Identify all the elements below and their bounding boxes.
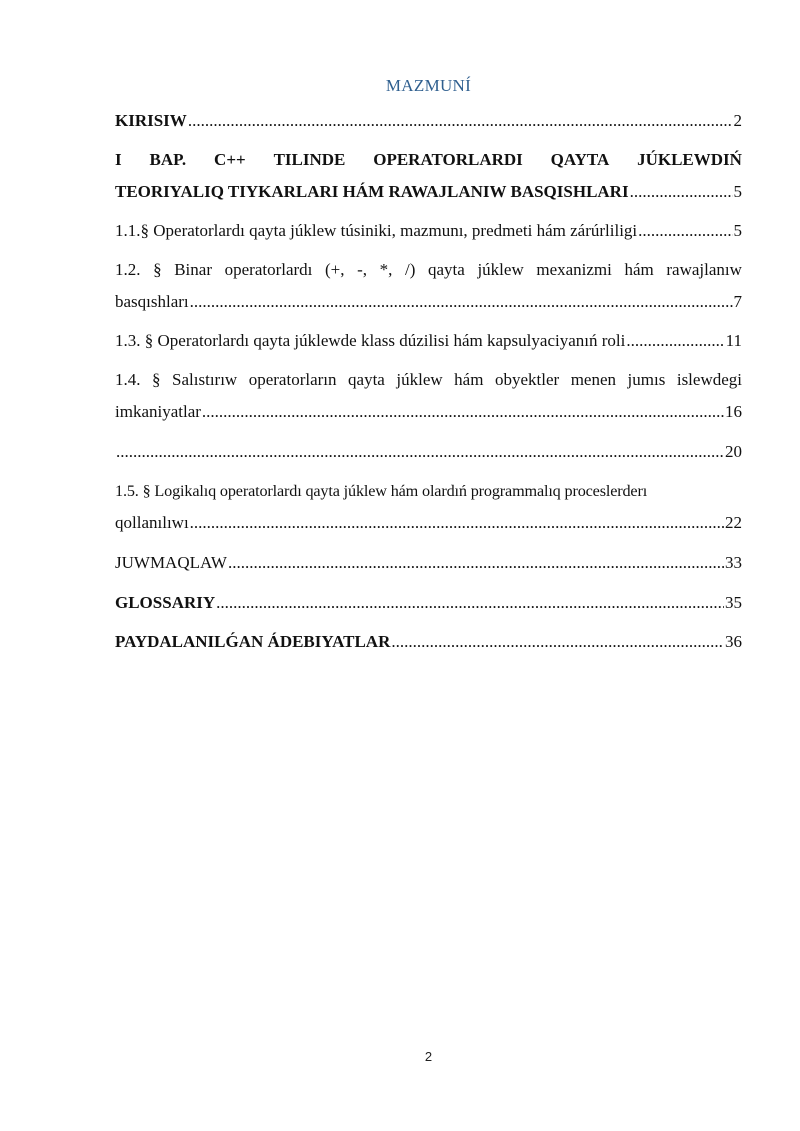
toc-entry-title-line-1 bbox=[115, 259, 742, 281]
toc-entry-title-line-2: imkaniyatlar bbox=[115, 402, 201, 421]
word: TILINDE bbox=[273, 150, 346, 169]
toc-entry-section-1-2[interactable] bbox=[115, 259, 742, 313]
word: rawajlanıw bbox=[666, 260, 742, 279]
toc-entry-title: GLOSSARIY bbox=[115, 593, 216, 612]
toc-page-number: 5 bbox=[733, 182, 742, 201]
word: JÚKLEWDIŃ bbox=[637, 150, 742, 169]
toc-entry-title-line-2: TEORIYALIQ TIYKARLARI HÁM RAWAJLANIW BASQISHLARI bbox=[115, 182, 629, 201]
dot-leader bbox=[190, 291, 733, 313]
word: mexanizmi bbox=[536, 260, 612, 279]
word: BAP. bbox=[149, 150, 187, 169]
toc-entry-title: 1.3. § Operatorlardı qayta júklewde klass dúzilisi hám kapsulyaciyanıń roli bbox=[115, 331, 626, 350]
word: OPERATORLARDI bbox=[373, 150, 523, 169]
word: /) bbox=[405, 260, 416, 279]
toc-entry-section-1-3[interactable] bbox=[115, 330, 742, 352]
page-number: 2 bbox=[424, 1049, 433, 1064]
word: qayta bbox=[428, 260, 465, 279]
word: § bbox=[153, 260, 162, 279]
toc-entry-title-line-1: 1.5. § Logikalıq operatorlardı qayta júklew hám olardıń programmalıq proceslerderı bbox=[115, 482, 648, 500]
toc-entry-intro[interactable] bbox=[115, 110, 742, 132]
dot-leader bbox=[188, 110, 733, 132]
word: qayta bbox=[348, 370, 385, 389]
word: islewdegi bbox=[676, 370, 742, 389]
word: operatorların bbox=[248, 370, 337, 389]
toc-entry-title-line-2: basqıshları bbox=[115, 292, 189, 311]
word: Binar bbox=[174, 260, 212, 279]
word: *, bbox=[379, 260, 393, 279]
toc-page-number: 7 bbox=[733, 292, 742, 311]
word: obyektler bbox=[494, 370, 560, 389]
word: jumıs bbox=[627, 370, 666, 389]
dot-leader bbox=[638, 220, 732, 242]
word: hám bbox=[454, 370, 484, 389]
word: 1.4. bbox=[115, 370, 141, 389]
word: júklew bbox=[477, 260, 524, 279]
toc-entry-title: JUWMAQLAW bbox=[115, 553, 227, 572]
toc-page-number: 20 bbox=[725, 442, 742, 461]
toc-entry-glossary[interactable] bbox=[115, 592, 742, 614]
dot-leader bbox=[216, 592, 724, 614]
toc-entry-section-1-1[interactable] bbox=[115, 220, 742, 242]
toc-entry-chapter-1[interactable] bbox=[115, 149, 742, 203]
toc-entry-references[interactable] bbox=[115, 631, 742, 653]
toc-page-number: 2 bbox=[733, 111, 742, 130]
toc-entry-section-1-4[interactable] bbox=[115, 369, 742, 423]
dot-leader bbox=[116, 441, 724, 463]
dot-leader bbox=[630, 181, 733, 203]
dot-leader bbox=[391, 631, 724, 653]
word: (+, bbox=[325, 260, 345, 279]
toc-heading: MAZMUNÍ bbox=[385, 76, 472, 95]
word: I bbox=[115, 150, 122, 169]
toc-page-number: 35 bbox=[725, 593, 742, 612]
word: hám bbox=[624, 260, 654, 279]
toc-page-number: 36 bbox=[725, 632, 742, 651]
word: -, bbox=[357, 260, 368, 279]
toc-entry-title-line-1 bbox=[115, 149, 742, 171]
dot-leader bbox=[228, 552, 724, 574]
word: júklew bbox=[396, 370, 443, 389]
word: Salıstırıw bbox=[172, 370, 238, 389]
word: QAYTA bbox=[550, 150, 610, 169]
word: C++ bbox=[214, 150, 246, 169]
toc-page-number: 22 bbox=[725, 513, 742, 532]
toc-entry-section-1-5[interactable] bbox=[115, 480, 742, 534]
toc-page-number: 5 bbox=[733, 221, 742, 240]
word: menen bbox=[570, 370, 617, 389]
toc-page-number: 11 bbox=[725, 331, 742, 350]
toc-entry-title: PAYDALANILǴAN ÁDEBIYATLAR bbox=[115, 632, 391, 651]
toc-entry-blank[interactable] bbox=[115, 441, 742, 463]
dot-leader bbox=[190, 512, 724, 534]
toc-entry-conclusion[interactable] bbox=[115, 552, 742, 574]
dot-leader bbox=[202, 401, 724, 423]
toc-entry-title-line-1 bbox=[115, 369, 742, 391]
dot-leader bbox=[626, 330, 724, 352]
toc-page-number: 33 bbox=[725, 553, 742, 572]
toc-entry-title: 1.1.§ Operatorlardı qayta júklew túsiniki, mazmunı, predmeti hám zárúrliligi bbox=[115, 221, 638, 240]
word: § bbox=[152, 370, 161, 389]
toc-page-number: 16 bbox=[725, 402, 742, 421]
toc-entry-title: KIRISIW bbox=[115, 111, 187, 130]
word: operatorlardı bbox=[224, 260, 313, 279]
word: 1.2. bbox=[115, 260, 141, 279]
toc-entry-title-line-2: qollanılıwı bbox=[115, 513, 189, 532]
